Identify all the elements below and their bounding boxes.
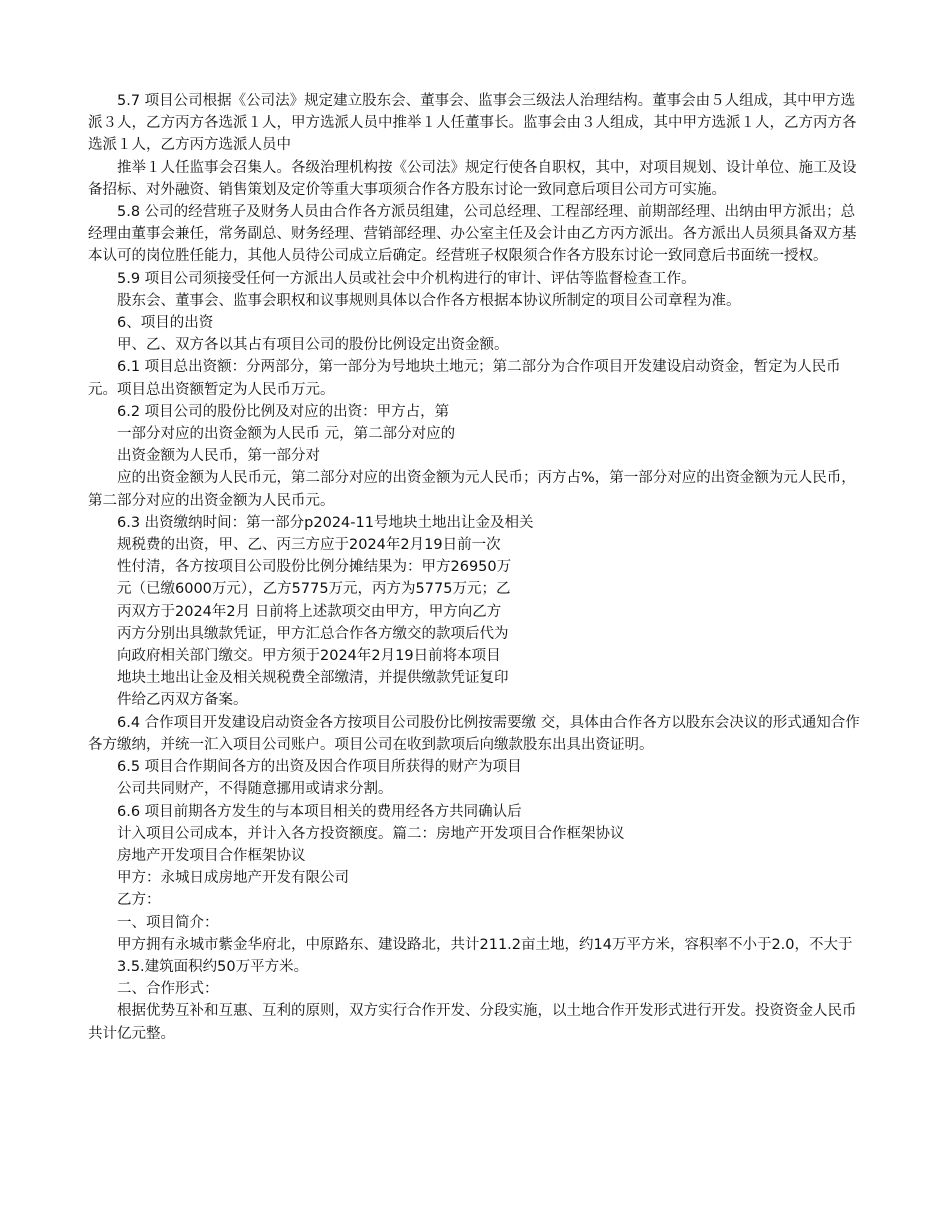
paragraph: 甲、乙、双方各以其占有项目公司的股份比例设定出资金额。 [117, 337, 509, 354]
paragraph: 出资金额为人民币，第一部分对 [117, 448, 320, 465]
section-heading: 二、合作形式： [117, 981, 219, 998]
section-heading: 6、项目的出资 [117, 315, 214, 332]
paragraph: 5.9 项目公司须接受任何一方派出人员或社会中介机构进行的审计、评估等监督检查工作。 [117, 270, 696, 287]
paragraph: 3.5.建筑面积约50万平方米。 [117, 958, 309, 975]
paragraph: 股东会、董事会、监事会职权和议事规则具体以合作各方根据本协议所制定的项目公司章程为准。 [117, 292, 741, 309]
paragraph: 性付清，各方按项目公司股份比例分摊结果为：甲方26950万 [117, 559, 512, 576]
paragraph: 6.3 出资缴纳时间：第一部分p2024-11号地块土地出让金及相关 [117, 514, 534, 531]
paragraph: 甲方拥有永城市紫金华府北，中原路东、建设路北，共计211.2亩土地，约14万平方米，容积率不小于2.0，不大于 [117, 936, 853, 953]
paragraph: 向政府相关部门缴交。甲方须于2024年2月19日前将本项目 [117, 648, 501, 665]
paragraph: 6.6 项目前期各方发生的与本项目相关的费用经各方共同确认后 [117, 803, 522, 820]
paragraph: 公司共同财产，不得随意挪用或请求分割。 [117, 781, 393, 798]
paragraph: 根据优势互补和互惠、互利的原则，双方实行合作开发、分段实施，以土地合作开发形式进行开发。投资资金人民币共计亿元整。 [88, 1003, 857, 1042]
paragraph: 丙方分别出具缴款凭证，甲方汇总合作各方缴交的款项后代为 [117, 625, 509, 642]
paragraph: 计入项目公司成本，并计入各方投资额度。篇二：房地产开发项目合作框架协议 [117, 825, 625, 842]
document-title: 房地产开发项目合作框架协议 [117, 847, 306, 864]
paragraph: 6.2 项目公司的股份比例及对应的出资：甲方占，第 [117, 403, 450, 420]
party-b: 乙方： [117, 892, 161, 909]
document-body [88, 90, 863, 1045]
paragraph: 元（已缴6000万元），乙方5775万元，丙方为5775万元；乙 [117, 581, 511, 598]
paragraph: 5.8 公司的经营班子及财务人员由合作各方派员组建，公司总经理、工程部经理、前期部经理、出纳由甲方派出；总经理由董事会兼任，常务副总、财务经理、营销部经理、办公室主任及会计由乙方丙方派出。各方派出人员须具备双方基本认可的岗位胜任能力，其他人员待公司成立后确定。经营班子权限须合作各方股东讨论一致同意后书面统一授权。 [88, 204, 857, 265]
paragraph: 5.7 项目公司根据《公司法》规定建立股东会、董事会、监事会三级法人治理结构。董事会由５人组成，其中甲方选派３人，乙方丙方各选派１人，甲方选派人员中推举１人任董事长。监事会由３人组成，其中甲方选派１人，乙方丙方各选派１人，乙方丙方选派人员中 [88, 93, 857, 154]
paragraph: 地块土地出让金及相关规税费全部缴清，并提供缴款凭证复印 [117, 670, 509, 687]
paragraph: 应的出资金额为人民币元，第二部分对应的出资金额为元人民币；丙方占%，第一部分对应的出资金额为元人民币，第二部分对应的出资金额为人民币元。 [88, 470, 856, 509]
paragraph: 件给乙丙双方备案。 [117, 692, 248, 709]
paragraph: 6.1 项目总出资额：分两部分，第一部分为号地块土地元；第二部分为合作项目开发建设启动资金，暂定为人民币元。项目总出资额暂定为人民币万元。 [88, 359, 841, 398]
paragraph: 丙双方于2024年2月 日前将上述款项交由甲方，甲方向乙方 [117, 603, 502, 620]
paragraph: 规税费的出资，甲、乙、丙三方应于2024年2月19日前一次 [117, 537, 501, 554]
paragraph: 推举１人任监事会召集人。各级治理机构按《公司法》规定行使各自职权，其中，对项目规划、设计单位、施工及设备招标、对外融资、销售策划及定价等重大事项须合作各方股东讨论一致同意后项目公司方可实施。 [88, 159, 857, 198]
paragraph: 6.4 合作项目开发建设启动资金各方按项目公司股份比例按需要缴 交，具体由合作各方以股东会决议的形式通知合作各方缴纳，并统一汇入项目公司账户。项目公司在收到款项后向缴款股东出具出资证明。 [88, 714, 860, 753]
section-heading: 一、项目简介： [117, 914, 219, 931]
paragraph: 6.5 项目合作期间各方的出资及因合作项目所获得的财产为项目 [117, 759, 522, 776]
paragraph: 一部分对应的出资金额为人民币 元，第二部分对应的 [117, 426, 456, 443]
party-a: 甲方：永城日成房地产开发有限公司 [117, 870, 349, 887]
